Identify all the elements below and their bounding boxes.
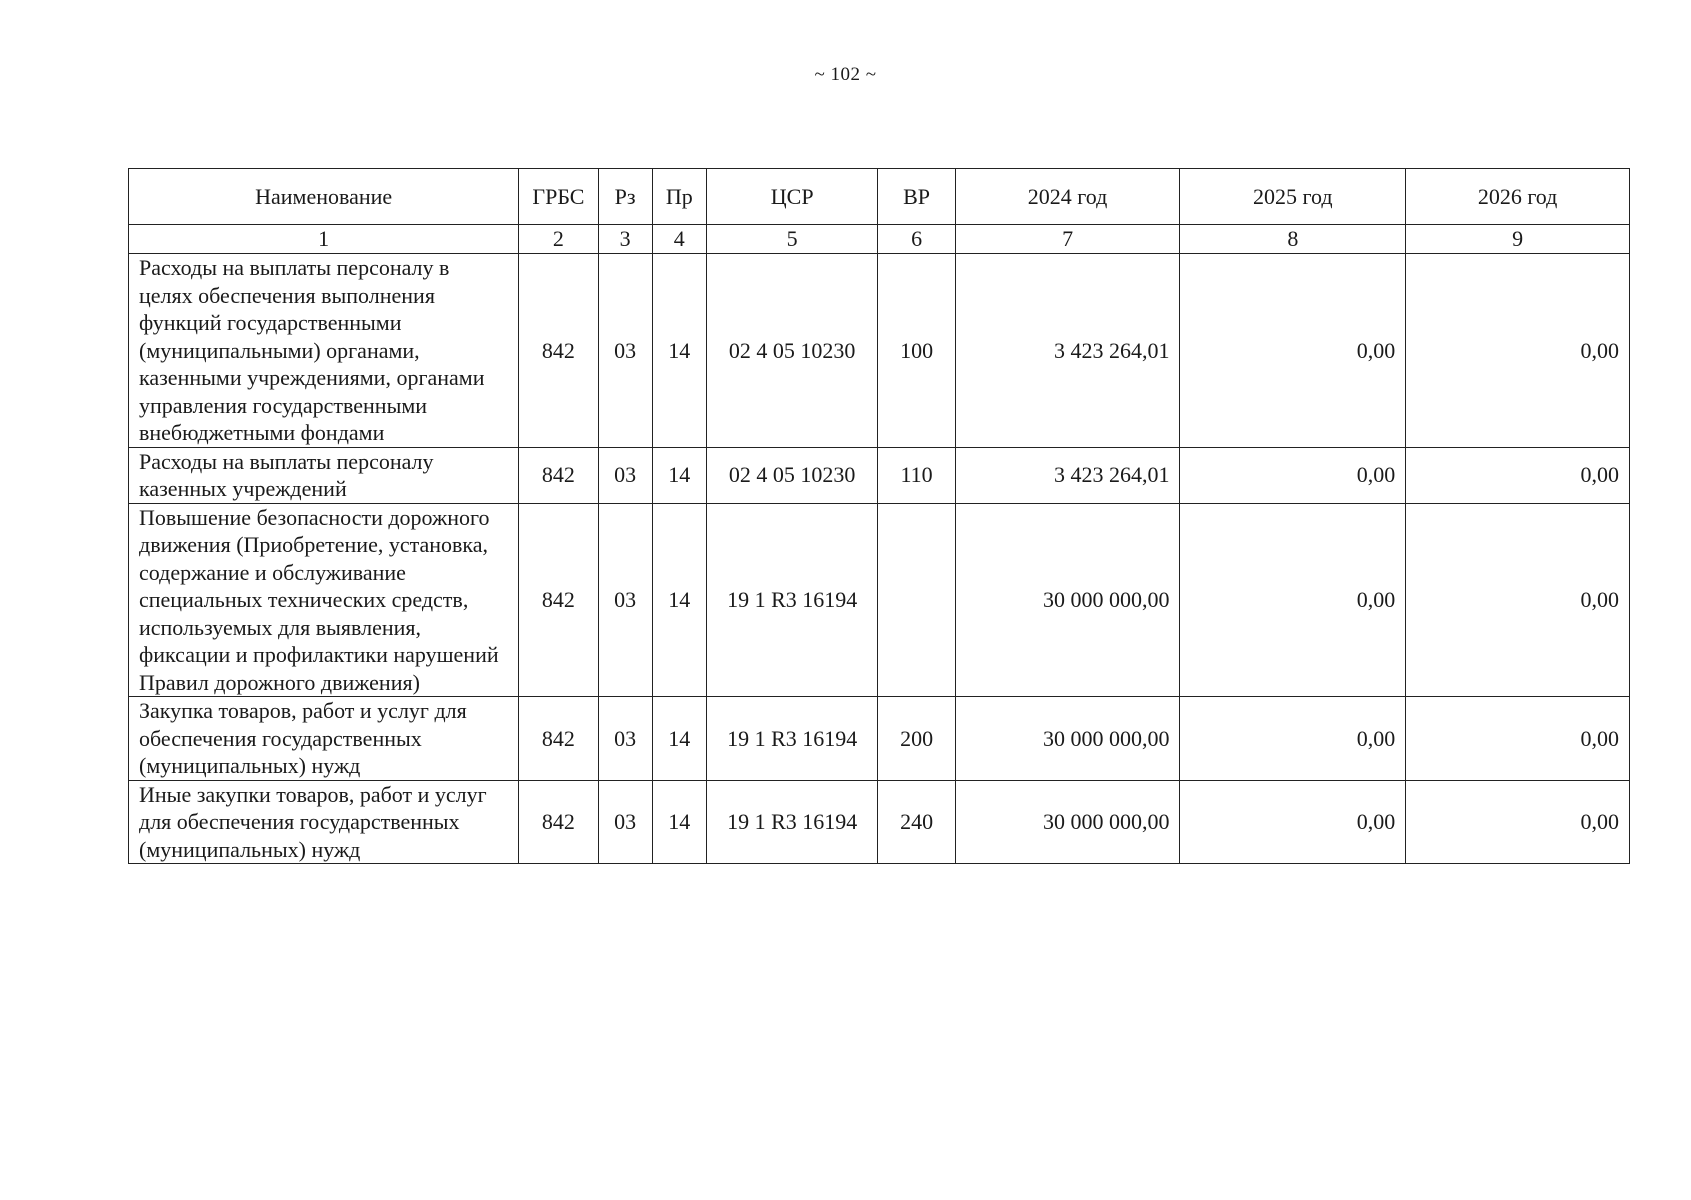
- row-pr: 14: [652, 254, 706, 448]
- row-name: Расходы на выплаты персоналу в целях обеспечения выполнения функций государственными (муниципальными) органами, казенными учреждениями, органами управления государственными внебюджетными фондами: [129, 254, 519, 448]
- row-2026: 0,00: [1406, 697, 1630, 781]
- row-csr: 19 1 R3 16194: [706, 503, 878, 697]
- row-vr: [878, 503, 955, 697]
- header-rz: Рз: [598, 169, 652, 225]
- header-name: Наименование: [129, 169, 519, 225]
- row-pr: 14: [652, 697, 706, 781]
- header-grbs: ГРБС: [519, 169, 598, 225]
- row-pr: 14: [652, 503, 706, 697]
- row-rz: 03: [598, 254, 652, 448]
- column-number: 2: [519, 225, 598, 254]
- budget-table: [128, 168, 1630, 864]
- row-2025: 0,00: [1180, 447, 1406, 503]
- page-number: ~ 102 ~: [814, 64, 877, 85]
- table-row: [129, 447, 1630, 503]
- row-name: Иные закупки товаров, работ и услуг для обеспечения государственных (муниципальных) нужд: [129, 780, 519, 864]
- row-name: Расходы на выплаты персоналу казенных учреждений: [129, 447, 519, 503]
- row-2024: 30 000 000,00: [955, 697, 1180, 781]
- row-name: Повышение безопасности дорожного движения (Приобретение, установка, содержание и обслуживание специальных технических средств, используемых для выявления, фиксации и профилактики нарушений Правил дорожного движения): [129, 503, 519, 697]
- row-vr: 100: [878, 254, 955, 448]
- row-grbs: 842: [519, 503, 598, 697]
- column-number: 3: [598, 225, 652, 254]
- table-row: [129, 254, 1630, 448]
- row-grbs: 842: [519, 780, 598, 864]
- column-number: 9: [1406, 225, 1630, 254]
- row-grbs: 842: [519, 254, 598, 448]
- header-row: [129, 169, 1630, 225]
- header-2026: 2026 год: [1406, 169, 1630, 225]
- row-2024: 30 000 000,00: [955, 780, 1180, 864]
- column-number: 8: [1180, 225, 1406, 254]
- row-rz: 03: [598, 697, 652, 781]
- row-grbs: 842: [519, 447, 598, 503]
- column-number: 4: [652, 225, 706, 254]
- row-2026: 0,00: [1406, 780, 1630, 864]
- table-row: [129, 697, 1630, 781]
- row-vr: 200: [878, 697, 955, 781]
- row-2024: 3 423 264,01: [955, 447, 1180, 503]
- column-number: 7: [955, 225, 1180, 254]
- column-number-row: [129, 225, 1630, 254]
- header-2025: 2025 год: [1180, 169, 1406, 225]
- row-2026: 0,00: [1406, 447, 1630, 503]
- column-number: 5: [706, 225, 878, 254]
- row-2025: 0,00: [1180, 503, 1406, 697]
- row-2025: 0,00: [1180, 254, 1406, 448]
- column-number: 6: [878, 225, 955, 254]
- header-vr: ВР: [878, 169, 955, 225]
- row-2026: 0,00: [1406, 254, 1630, 448]
- row-pr: 14: [652, 780, 706, 864]
- header-2024: 2024 год: [955, 169, 1180, 225]
- row-csr: 19 1 R3 16194: [706, 780, 878, 864]
- header-csr: ЦСР: [706, 169, 878, 225]
- row-2025: 0,00: [1180, 780, 1406, 864]
- table-row: [129, 780, 1630, 864]
- column-number: 1: [129, 225, 519, 254]
- row-vr: 110: [878, 447, 955, 503]
- row-csr: 02 4 05 10230: [706, 254, 878, 448]
- row-rz: 03: [598, 447, 652, 503]
- header-pr: Пр: [652, 169, 706, 225]
- row-csr: 02 4 05 10230: [706, 447, 878, 503]
- row-name: Закупка товаров, работ и услуг для обеспечения государственных (муниципальных) нужд: [129, 697, 519, 781]
- row-vr: 240: [878, 780, 955, 864]
- row-2024: 30 000 000,00: [955, 503, 1180, 697]
- row-2025: 0,00: [1180, 697, 1406, 781]
- row-grbs: 842: [519, 697, 598, 781]
- table-row: [129, 503, 1630, 697]
- row-rz: 03: [598, 503, 652, 697]
- row-pr: 14: [652, 447, 706, 503]
- row-rz: 03: [598, 780, 652, 864]
- row-2024: 3 423 264,01: [955, 254, 1180, 448]
- row-csr: 19 1 R3 16194: [706, 697, 878, 781]
- row-2026: 0,00: [1406, 503, 1630, 697]
